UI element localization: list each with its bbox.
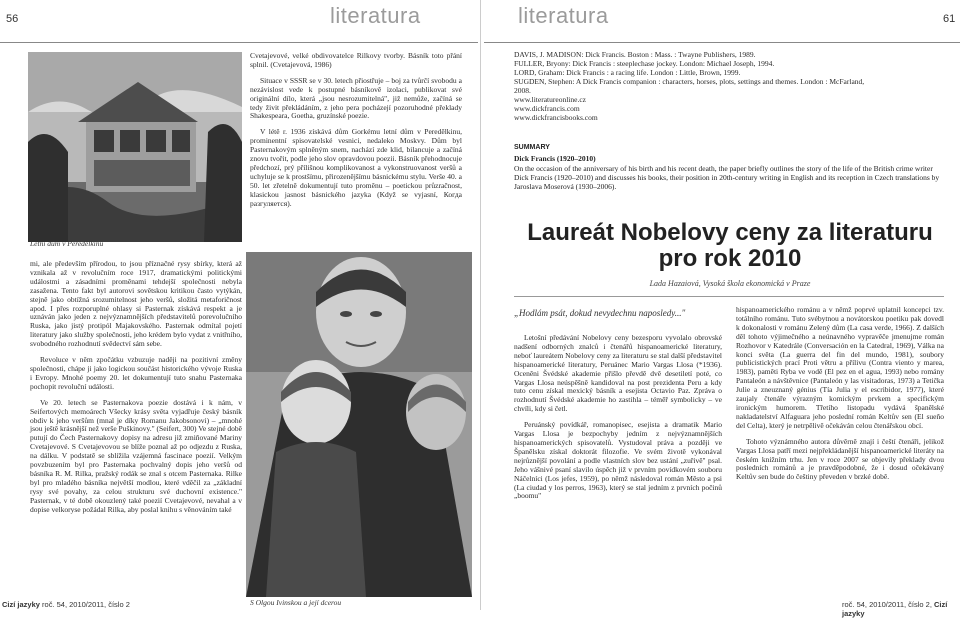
bibliography-link[interactable]: www.literaturеonline.cz bbox=[514, 95, 586, 104]
left-column-2 bbox=[250, 52, 462, 216]
right-footer bbox=[842, 600, 960, 618]
headline-rule bbox=[514, 296, 944, 297]
bibliography-entry: LORD, Graham: Dick Francis : a racing life. London : Little, Brown, 1999. bbox=[514, 68, 741, 77]
left-footer-journal: Cizí jazyky bbox=[2, 600, 40, 609]
left-col1-paragraph: mi, ale především přírodou, to jsou příznačné rysy sbírky, která až vznikala až v revolučním roce 1917, dramatickými politickými událostmi a zásadními proměnami tehdejší společnosti nebyla zasažena. Tento fakt byl autorovi sovětskou kritikou často vytýkán, stejně jako obtížná srozumitelnost jeho veršů, složitá metaforičnost apod. I přes rozporuplné ohlasy si Pasternak získává respekt a je uznáván jako jeden z nejvýznamnějších představitelů porevolučního Ruska, jako jistý protipól Majakovského. Pasternak odmítal pojetí literatury jako služby společnosti, jeho krédem bylo vydat z vnitřního, svobodného rozhodnutí svědectví sám sebe. bbox=[30, 259, 242, 349]
left-col2-paragraph: V létě r. 1936 získává dům Gorkému letní dům v Peredělkinu, prominentní spisovatelské vesnici, nedaleko Moskvy. Dům byl Pasternakovým splněným snem, nachází zde klid, bilancuje a začíná znovu tvořit, podle jeho slov opravdovou poezii. Básník přehodnocuje předchozí, prý přílišnou komplikovanost a vykonstruovanost veršů a uchyluje se k prostšímu, přirozenějšímu básnickému stylu. Verše 40. a 50. let zřetelně dokumentují tuto proměnu – poetickou průzračnost, klasickou jasnost básnického jazyka (Když se vyjasní, Когда разгуляется). bbox=[250, 127, 462, 208]
left-section-title: literatura bbox=[330, 3, 421, 28]
left-footer-issue: roč. 54, 2010/2011, číslo 2 bbox=[42, 600, 130, 609]
article-byline: Lada Hazaiová, Vysoká škola ekonomická v Praze bbox=[649, 279, 811, 288]
left-page-number: 56 bbox=[6, 13, 19, 25]
left-col1-paragraph: Ve 20. letech se Pasternakova poezie dostává i k nám, v Seifertových memoárech Všecky krásy světa vyjadřuje český básník obdiv k jeho veršům (mnal je díky Romanu Jakobsonovi) – „mnohé jsou ještě krásnější než verše Puškinovy." (Seifert, 300) Ve stejné době putují do Čech Pasternakovy dopisy na adresu již zmiňované Mariny Cvetajevové. S Cvetajevovou se blíže poznal až po odjezdu z Ruska, na dálku. V podstatě se sblížila vzájemná fascinace poezií. Velkým povzbuzením byl pro Pasternaka pochvalný dopis jeho veršů od básníka R. M. Rilka, pražský rodák se znal s otcem Pasternaka. Rilke byl pro mladého básníka největší modlou, které vděčil za „základní rysy své povahy, za celou strukturu své duchovní existence." Pasternak, v té době okouzlený také poezií Cvetajevové, nevahal a v dopise velkoryse požádal Rilka, aby poslal knihu s věnováním také bbox=[30, 397, 242, 514]
bibliography-entry: SUGDEN, Stephen: A Dick Francis companion : characters, horses, plots, settings and themes. London : McFarland, bbox=[514, 77, 865, 86]
article-quote: „Hodlám psát, dokud nevydechnu naposledy..." bbox=[514, 308, 686, 318]
left-col2-paragraph: Cvetajevové, velké obdivovatelce Rilkovy tvorby. Básník toto přání splnil. (Cvetajevová, 1986) bbox=[250, 51, 462, 69]
right-col1-paragraph: Peruánský povídkář, romanopisec, esejista a dramatik Mario Vargas Llosa je bezpochyby jedním z nejvýznamnějších hispanoamerických spisovatelů. Vystudoval práva a později ve Španělsku získal doktorát filozofie. Ve svém životě vykonával nejrůznější povolání a podle vlastních slov bez ustání „zuřivě" psal. Jeho vášnivé psaní slavilo úspěch již v prvním povídkovém souboru Náčelníci (Los jefes, 1959), po němž následoval román Město a psi (La ciudad y los perros, 1963), který se stal jedním z prvních počinů „boomu" bbox=[514, 420, 722, 501]
right-header-rule bbox=[484, 42, 960, 43]
left-column-1 bbox=[30, 260, 242, 521]
bibliography-entry: FULLER, Bryony: Dick Francis : steeplechase jockey. London: Michael Joseph, 1994. bbox=[514, 59, 775, 68]
right-page-number: 61 bbox=[943, 13, 956, 25]
right-col2-paragraph: hispanoamerického románu a v němž poprvé uplatnil koncepci tzv. totálního románu. Tuto svébytnou a novátorskou poetiku pak dovedl k dokonalosti v románu Zelený dům (La casa verde, 1966). Z dalších děl tohoto výjimečného a neúnavného vypravěče jmenujme román Rozhovor v Katedrále (Conversación en la Catedral, 1969), Válka na konci světa (La guerra del fin del mundo, 1981), soubory publicistických prací Proti větru a přílivu (Contra viento y marea, 1983), paměti Ryba ve vodě (El pez en el agua, 1993) nebo romány Pantaleón a návštěvnice (Pantaleón y las visitadoras, 1973) a Tetička Julie a zneuznaný génius (Tía Julia y el escribidor, 1977), které zaujaly čtenáře výrazným komickým prvkem a specifickým ironickým humorem. Třetího listopadu vydává španělské nakladatelství Alfaguara jeho poslední román Keltův sen (El sueño del Celta), který je netrpělivě očekáván celou čtenářskou obcí. bbox=[736, 305, 944, 430]
bibliography-entry: 2008. bbox=[514, 86, 531, 95]
right-section-title: literatura bbox=[518, 3, 609, 28]
article-headline bbox=[500, 220, 960, 272]
right-column-2 bbox=[736, 306, 944, 489]
right-col2-paragraph: Tohoto význámného autora důvěrně znají i čeští čtenáři, jelikož Vargas Llosa patří mezi nejpřekládanější hispanoamerické literáty na českém knižním trhu. Jen v roce 2007 se objevily překlady dvou posledních románů a je pravděpodobné, že i dosud očekávaný Keltův sen bude do češtiny převeden v brzké době. bbox=[736, 436, 944, 482]
portrait-photo-caption: S Olgou Ivinskou a její dcerou bbox=[250, 598, 342, 607]
right-col1-paragraph: Letošní předávání Nobelovy ceny bezesporu vyvolalo obrovské nadšení odborných znalců i čtenářů hispanoamerické literatury, neboť laureátem Nobelovy ceny za literaturu se stal další představitel hispanoamerické literatury, Peruánec Mario Vargas Llosa (*1936). Oceněni Švédské akademie přišlo převdě dvě desetiletí poté, co Vargas Llosa neúspěšně kandidoval na post prezidenta Peru a kdy tuto cenu získal mexický básník a esejista Octavio Paz. Zpráva o rozhodnutí Švédské akademie ho zastihla – téměř symbolicky – ve chvíli, kdy si četl. bbox=[514, 333, 722, 414]
house-photo-caption: Letní dům v Peredělkinu bbox=[30, 239, 104, 248]
right-footer-journal: Cizí jazyky bbox=[842, 600, 948, 618]
headline-line-1: Laureát Nobelovy ceny za literaturu bbox=[527, 219, 933, 246]
bibliography-link[interactable]: www.dickfrancisbooks.com bbox=[514, 113, 598, 122]
bibliography-entry: DAVIS, J. MADISON: Dick Francis. Boston : Mass. : Twayne Publishers, 1989. bbox=[514, 50, 756, 59]
left-col1-paragraph: Revoluce v něm zpočátku vzbuzuje naději na pozitivní změny společnosti, chápe ji jako logickou součást historického vývoje Ruska i Evropy. Mnohé poemy 20. let dokumentují tuto snahu Pasternaka pochopit revoluční události. bbox=[30, 355, 242, 391]
summary-text: On the occasion of the anniversary of his birth and his recent death, the paper briefly outlines the story of the life of the British crime writer Dick Francis (1920–2010) and discusses his books, their position in 20th-century writing in English and its reception in Czech translations by Jaroslava Moserová (1930–2006). bbox=[514, 164, 940, 192]
page-gutter bbox=[480, 0, 481, 610]
left-footer bbox=[2, 600, 130, 609]
headline-line-2: pro rok 2010 bbox=[658, 245, 802, 272]
summary-subtitle: Dick Francis (1920–2010) bbox=[514, 154, 596, 163]
left-col2-paragraph: Situace v SSSR se v 30. letech přiostřuje – boj za tvůrčí svobodu a nezávislost vede k postupné básníkově izolaci, publikovat své originální dílo, která „jsou nesrozumitelná", již nemůže, začíná se tedy živit překládáním, z jeho pera pocházejí pozoruhodné překlady Shakespeara, Goetha, gruzínské poezie. bbox=[250, 75, 462, 121]
bibliography bbox=[514, 50, 944, 122]
left-header-rule bbox=[0, 42, 478, 43]
bibliography-link[interactable]: www.dickfrancis.com bbox=[514, 104, 580, 113]
house-photo bbox=[28, 52, 242, 242]
summary-label: SUMMARY bbox=[514, 144, 550, 151]
right-footer-issue: roč. 54, 2010/2011, číslo 2, bbox=[842, 600, 932, 609]
portrait-photo bbox=[246, 252, 472, 597]
right-column-1 bbox=[514, 334, 722, 508]
